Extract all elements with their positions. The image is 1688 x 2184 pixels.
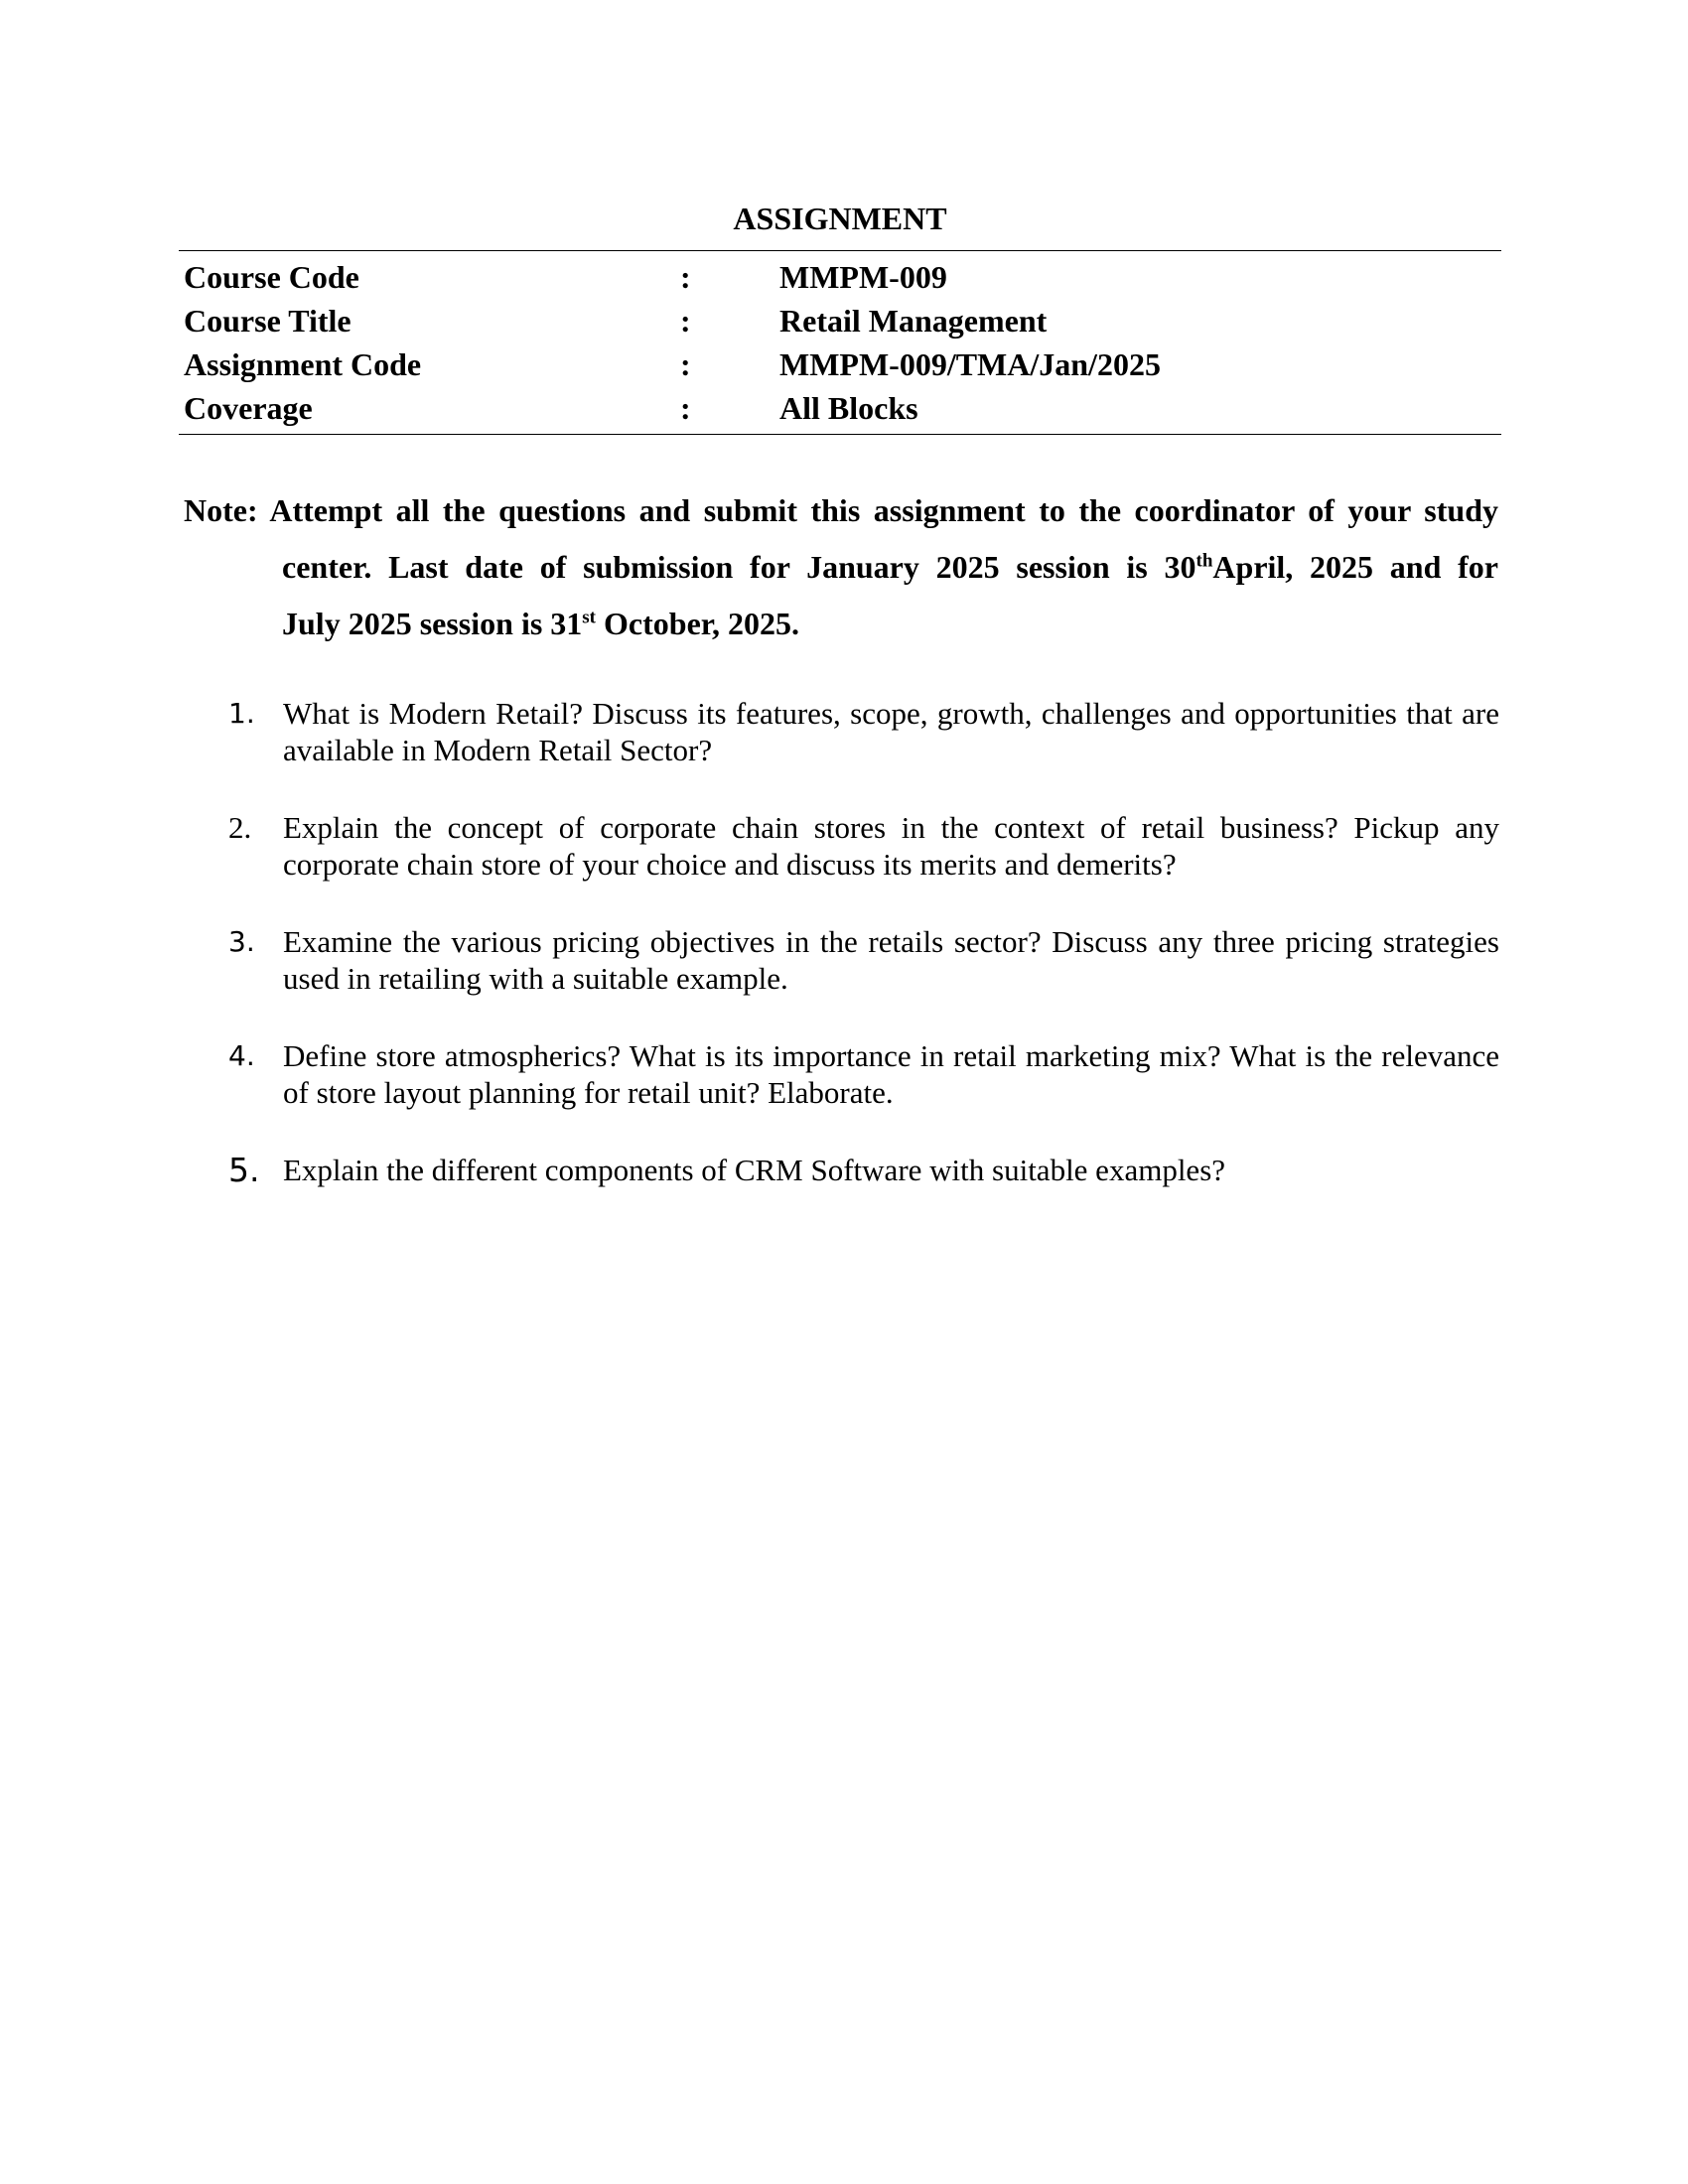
note-text: April, 2025 and for bbox=[1212, 549, 1499, 585]
note-superscript: th bbox=[1196, 550, 1213, 572]
note-line bbox=[184, 596, 1498, 652]
question-text: Examine the various pricing objectives in the retails sector? Discuss any three pricing strategies used in retailing with a suitable example. bbox=[283, 924, 1499, 996]
course-info-row-assignment-code bbox=[179, 342, 1501, 386]
info-value: MMPM-009 bbox=[779, 259, 947, 295]
course-info-row-title bbox=[179, 299, 1501, 342]
submission-note bbox=[184, 482, 1498, 652]
note-text: July 2025 session is 31 bbox=[282, 606, 583, 641]
course-info-row-coverage bbox=[179, 386, 1501, 430]
note-text: center. Last date of submission for January 2025 session is 30 bbox=[282, 549, 1196, 585]
note-line: Note: Attempt all the questions and submit this assignment to the coordinator of your study bbox=[184, 492, 1498, 528]
note-superscript: st bbox=[582, 607, 597, 628]
question-item bbox=[228, 923, 1499, 997]
question-text: Explain the concept of corporate chain stores in the context of retail business? Pickup any corporate chain store of your choice and discuss its merits and demerits? bbox=[283, 810, 1499, 882]
info-label: Coverage bbox=[184, 390, 313, 426]
question-number: 5. bbox=[228, 1151, 260, 1189]
info-value: All Blocks bbox=[779, 390, 918, 426]
question-text: Explain the different components of CRM Software with suitable examples? bbox=[283, 1153, 1226, 1187]
question-text: Define store atmospherics? What is its importance in retail marketing mix? What is the relevance of store layout planning for retail unit? Elaborate. bbox=[283, 1038, 1499, 1110]
note-line bbox=[184, 539, 1498, 596]
info-label: Assignment Code bbox=[184, 346, 422, 382]
question-item bbox=[228, 695, 1499, 768]
info-separator: : bbox=[680, 259, 691, 295]
info-label: Course Title bbox=[184, 303, 352, 339]
question-item bbox=[228, 1037, 1499, 1111]
info-value: MMPM-009/TMA/Jan/2025 bbox=[779, 346, 1161, 382]
page-title: ASSIGNMENT bbox=[733, 201, 947, 236]
info-separator: : bbox=[680, 303, 691, 339]
question-item bbox=[228, 809, 1499, 883]
course-info-table bbox=[179, 250, 1501, 435]
note-text: October, 2025. bbox=[596, 606, 800, 641]
question-number: 3. bbox=[228, 925, 255, 958]
question-list bbox=[228, 695, 1499, 1229]
question-item bbox=[228, 1152, 1499, 1188]
question-number: 1. bbox=[228, 697, 255, 730]
info-value: Retail Management bbox=[779, 303, 1048, 339]
info-separator: : bbox=[680, 390, 691, 426]
question-text: What is Modern Retail? Discuss its features, scope, growth, challenges and opportunities that are available in Modern Retail Sector? bbox=[283, 696, 1499, 767]
info-label: Course Code bbox=[184, 259, 359, 295]
course-info-row-code bbox=[179, 255, 1501, 299]
info-separator: : bbox=[680, 346, 691, 382]
question-number: 4. bbox=[228, 1039, 255, 1072]
question-number: 2. bbox=[228, 810, 252, 845]
